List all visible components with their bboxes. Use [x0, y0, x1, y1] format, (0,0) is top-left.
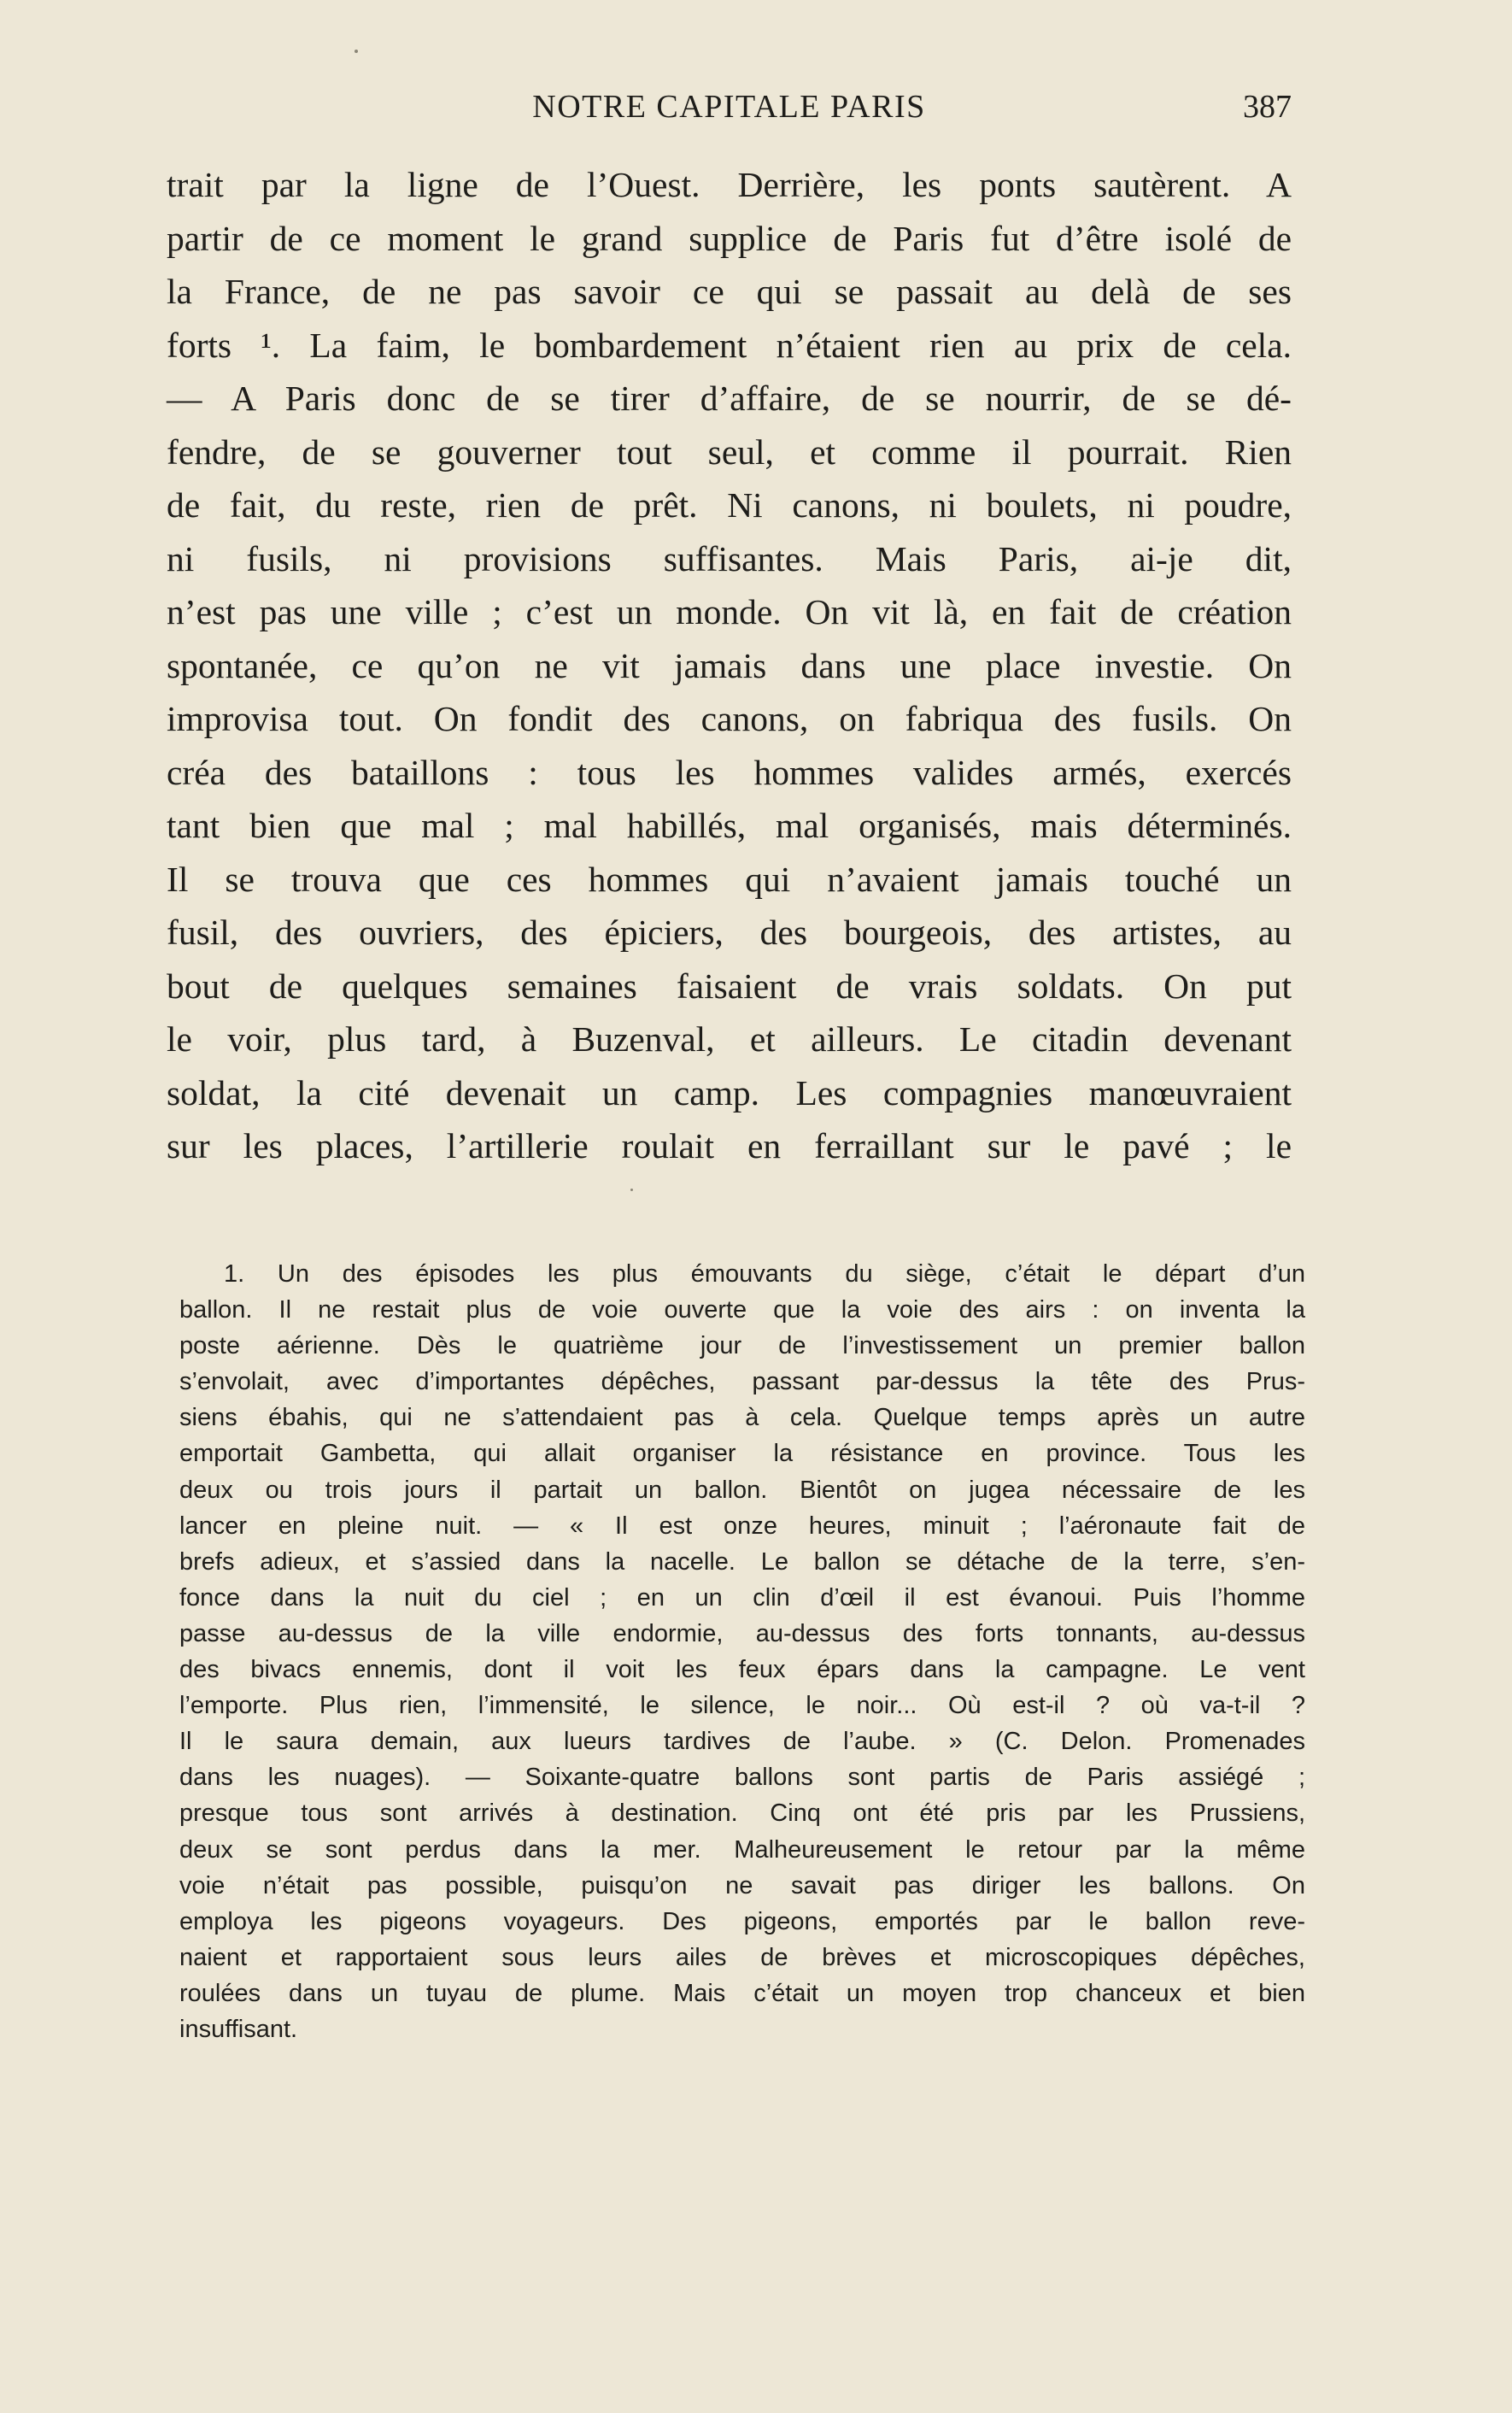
page-number: 387 — [1243, 89, 1292, 125]
body-line: créa des bataillons : tous les hommes valides armés, exercés — [167, 752, 1292, 792]
body-line: improvisa tout. On fondit des canons, on fabriqua des fusils. On — [167, 699, 1292, 738]
page-header — [167, 88, 1292, 131]
footnote-line: brefs adieux, et s’assied dans la nacelle. Le ballon se détache de la terre, s’en- — [179, 1547, 1305, 1576]
footnote-line: dans les nuages). — Soixante-quatre ballons sont partis de Paris assiégé ; — [179, 1764, 1305, 1792]
footnote-line: voie n’était pas possible, puisqu’on ne savait pas diriger les ballons. On — [179, 1871, 1305, 1899]
body-line: soldat, la cité devenait un camp. Les compagnies manœuvraient — [167, 1072, 1292, 1113]
body-line: — A Paris donc de se tirer d’affaire, de se nourrir, de se dé- — [167, 379, 1292, 418]
speck-mark — [630, 1189, 633, 1191]
body-line: trait par la ligne de l’Ouest. Derrière, les ponts sautèrent. A — [167, 165, 1292, 204]
body-line: forts ¹. La faim, le bombardement n’étaient rien au prix de cela. — [167, 325, 1292, 365]
body-line: fusil, des ouvriers, des épiciers, des bourgeois, des artistes, au — [167, 913, 1292, 952]
body-line: sur les places, l’artillerie roulait en ferraillant sur le pavé ; le — [167, 1126, 1292, 1165]
body-line: la France, de ne pas savoir ce qui se passait au delà de ses — [167, 272, 1292, 311]
footnote-line: emportait Gambetta, qui allait organiser la résistance en province. Tous les — [179, 1440, 1305, 1468]
footnote-line: presque tous sont arrivés à destination. Cinq ont été pris par les Prussiens, — [179, 1799, 1305, 1828]
footnote-line: deux ou trois jours il partait un ballon. Bientôt on jugea nécessaire de les — [179, 1476, 1305, 1504]
footnote-line: deux se sont perdus dans la mer. Malheureusement le retour par la même — [179, 1835, 1305, 1864]
footnote-line: s’envolait, avec d’importantes dépêches, passant par-dessus la tête des Prus- — [179, 1368, 1305, 1396]
footnote-line: naient et rapportaient sous leurs ailes de brèves et microscopiques dépêches, — [179, 1943, 1305, 1971]
body-text — [167, 158, 1292, 1173]
footnote-line: insuffisant. — [179, 2015, 298, 2043]
body-line: le voir, plus tard, à Buzenval, et ailleurs. Le citadin devenant — [167, 1019, 1292, 1059]
body-line: Il se trouva que ces hommes qui n’avaient jamais touché un — [167, 859, 1292, 899]
footnote-line: des bivacs ennemis, dont il voit les feux épars dans la campagne. Le vent — [179, 1656, 1305, 1684]
body-line: n’est pas une ville ; c’est un monde. On vit là, en fait de création — [167, 592, 1292, 631]
body-line: de fait, du reste, rien de prêt. Ni canons, ni boulets, ni poudre, — [167, 485, 1292, 525]
footnote-line: ballon. Il ne restait plus de voie ouverte que la voie des airs : on inventa la — [179, 1296, 1305, 1324]
footnote-line: roulées dans un tuyau de plume. Mais c’était un moyen trop chanceux et bien — [179, 1979, 1305, 2007]
running-title: NOTRE CAPITALE PARIS — [532, 89, 926, 125]
body-line: ni fusils, ni provisions suffisantes. Mais Paris, ai-je dit, — [167, 538, 1292, 578]
footnote-line: 1. Un des épisodes les plus émouvants du siège, c’était le départ d’un — [224, 1260, 1305, 1288]
body-line: bout de quelques semaines faisaient de vrais soldats. On put — [167, 966, 1292, 1006]
footnote-line: fonce dans la nuit du ciel ; en un clin d’œil il est évanoui. Puis l’homme — [179, 1583, 1305, 1612]
footnote-line: passe au-dessus de la ville endormie, au-dessus des forts tonnants, au-dessus — [179, 1619, 1305, 1647]
speck-mark — [355, 50, 358, 53]
body-line: tant bien que mal ; mal habillés, mal organisés, mais déterminés. — [167, 806, 1292, 845]
body-line: spontanée, ce qu’on ne vit jamais dans une place investie. On — [167, 645, 1292, 685]
footnote-line: l’emporte. Plus rien, l’immensité, le silence, le noir... Où est-il ? où va-t-il ? — [179, 1692, 1305, 1720]
footnote-line: Il le saura demain, aux lueurs tardives de l’aube. » (C. Delon. Promenades — [179, 1728, 1305, 1756]
footnote — [179, 1256, 1305, 2047]
body-line: partir de ce moment le grand supplice de Paris fut d’être isolé de — [167, 218, 1292, 258]
body-line: fendre, de se gouverner tout seul, et comme il pourrait. Rien — [167, 432, 1292, 472]
footnote-line: poste aérienne. Dès le quatrième jour de l’investissement un premier ballon — [179, 1332, 1305, 1360]
footnote-line: siens ébahis, qui ne s’attendaient pas à cela. Quelque temps après un autre — [179, 1404, 1305, 1432]
footnote-line: lancer en pleine nuit. — « Il est onze heures, minuit ; l’aéronaute fait de — [179, 1512, 1305, 1540]
footnote-line: employa les pigeons voyageurs. Des pigeons, emportés par le ballon reve- — [179, 1907, 1305, 1935]
